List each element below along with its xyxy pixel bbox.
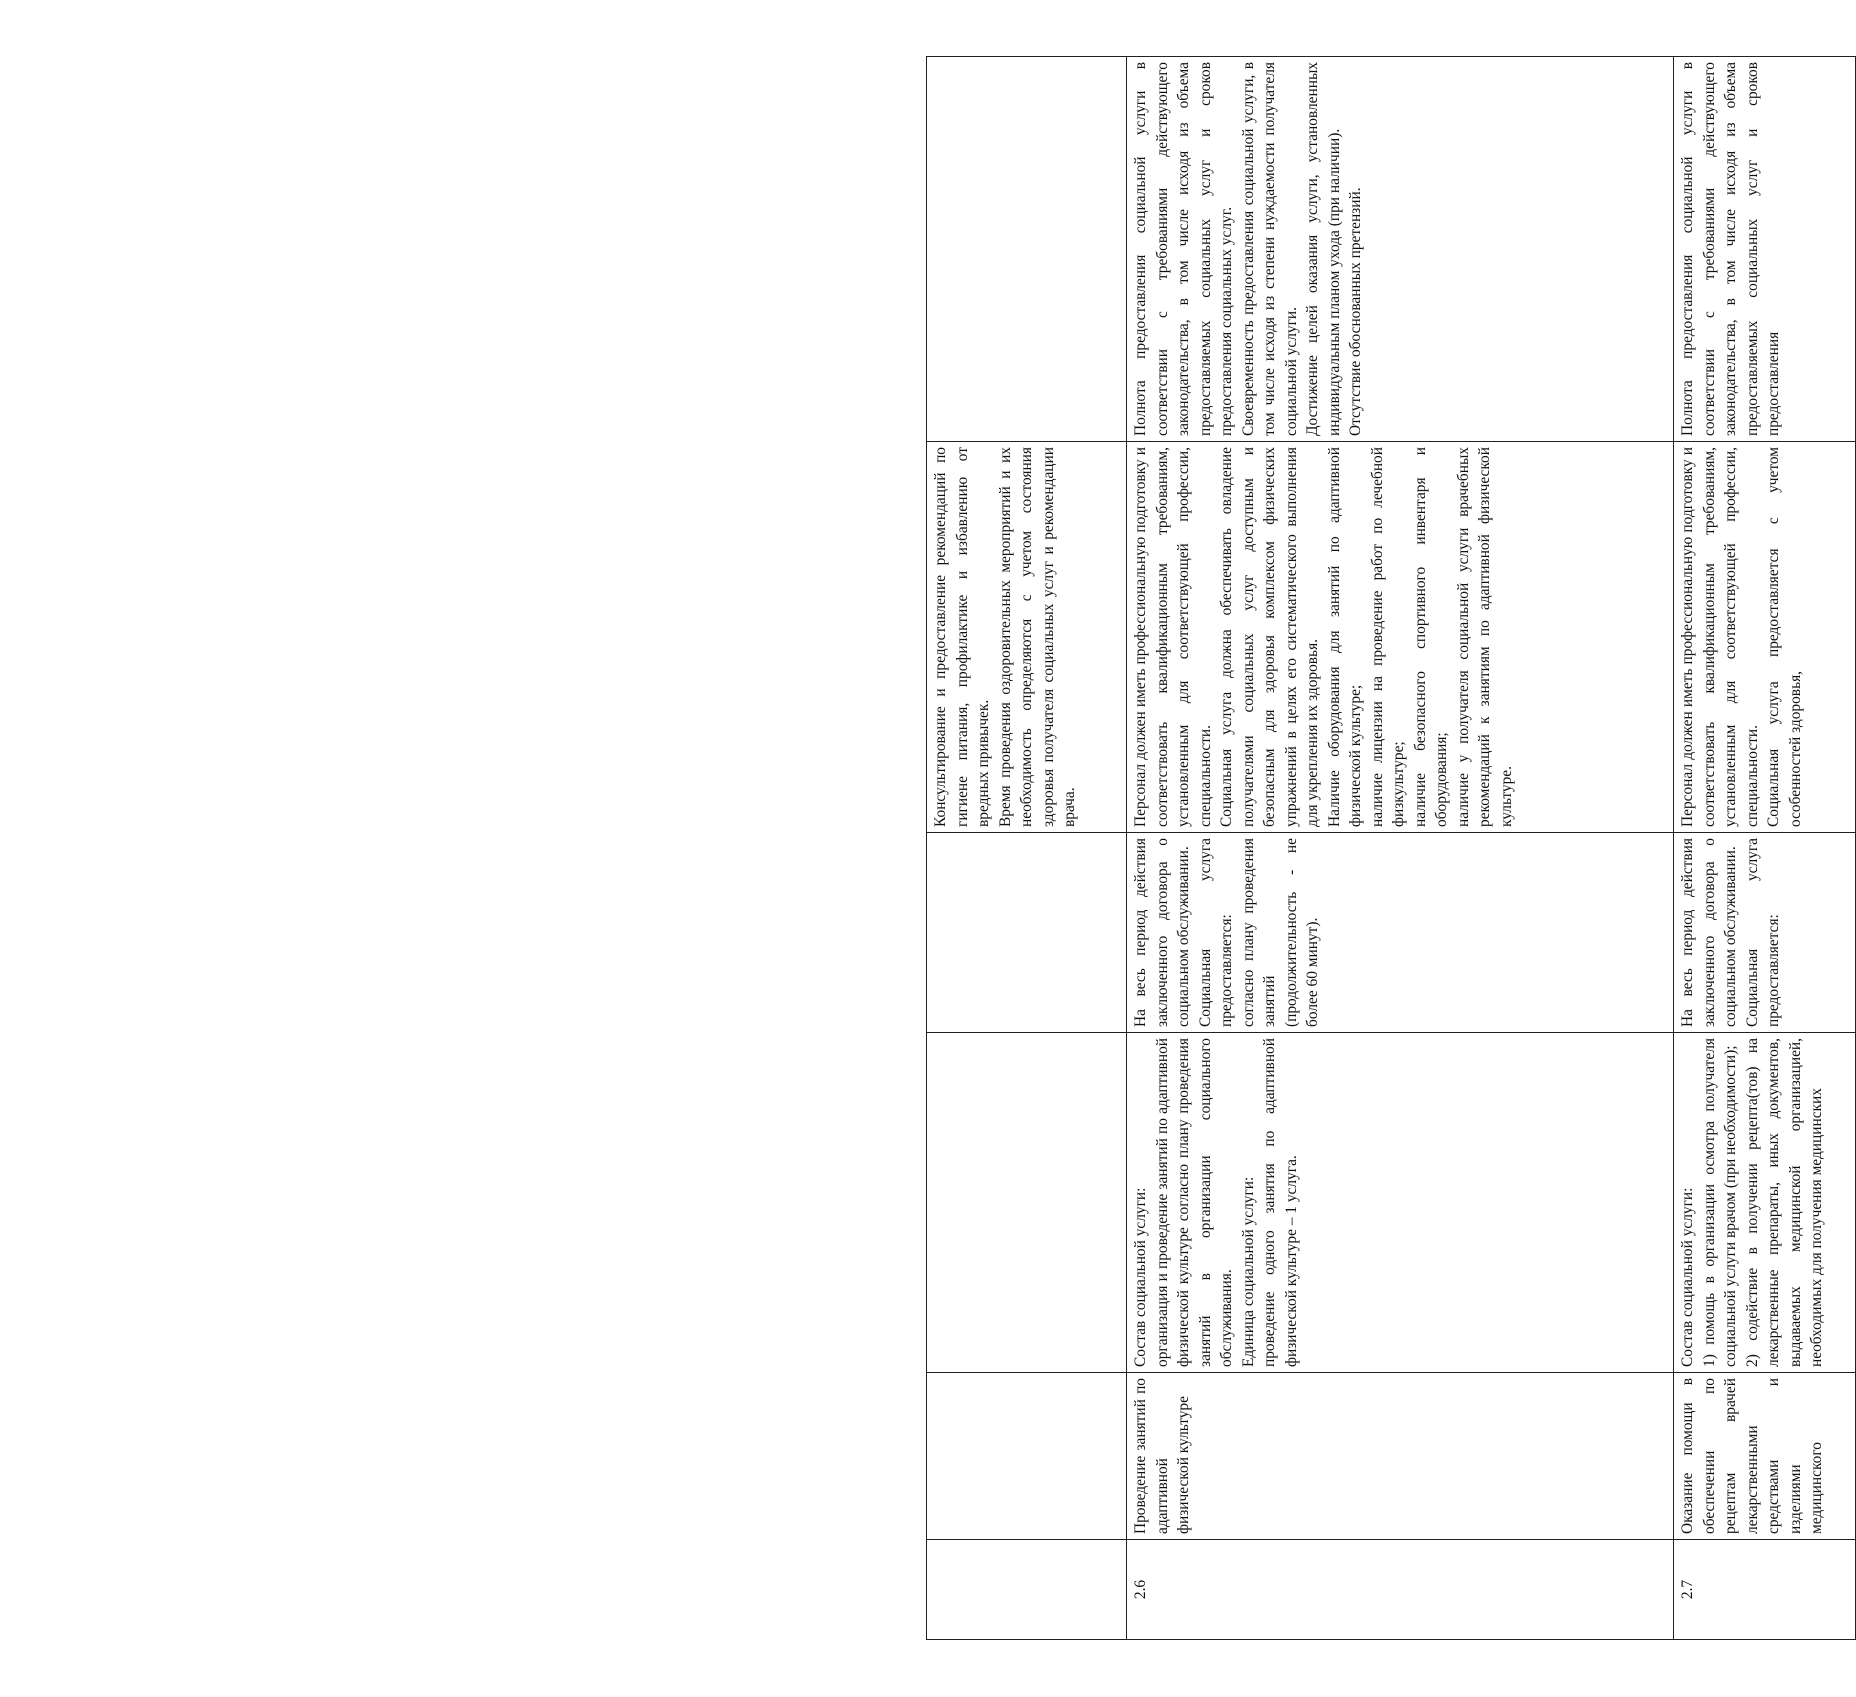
cell-evaluation — [1127, 57, 1674, 442]
cell-paragraph: проведение одного занятия по адаптивной физической культуре – 1 услуга. — [1261, 1038, 1300, 1367]
cell-name: Проведение занятий по адаптивной физической культуре — [1127, 1373, 1674, 1540]
cell-paragraph: Социальная услуга предоставляется: — [1743, 838, 1782, 1027]
cell-term — [1127, 833, 1674, 1033]
cell-paragraph: 1) помощь в организации осмотра получателя социальной услуги врачом (при необходимости); — [1700, 1038, 1739, 1367]
cell-paragraph: Единица социальной услуги: — [1239, 1176, 1257, 1367]
cell-paragraph: На весь период действия заключенного договора о социальном обслуживании. — [1132, 838, 1192, 1027]
cell-paragraph: Социальная услуга предоставляется: — [1196, 838, 1235, 1027]
cell-paragraph: Состав социальной услуги: — [1679, 1187, 1696, 1367]
cell-name — [927, 1373, 1127, 1540]
cell-paragraph: На весь период действия заключенного договора о социальном обслуживании. — [1679, 838, 1739, 1027]
cell-paragraph: Социальная услуга должна обеспечивать овладение получателями социальных услуг доступным и безопасным для здоровья комплексом физических упражнений в целях его систематического выполнения для укрепления их здоровья. — [1218, 447, 1321, 827]
cell-number: 2.6 — [1127, 1540, 1674, 1640]
cell-paragraph: Достижение целей оказания услуги, установленных индивидуальным планом ухода (при наличии). — [1304, 62, 1343, 436]
cell-paragraph: наличие лицензии на проведение работ по лечебной физкультуре; — [1368, 447, 1407, 827]
cell-quality — [1127, 442, 1674, 833]
cell-paragraph: 2) содействие в получении рецепта(тов) на лекарственные препараты, иных документов, выдаваемых медицинской организацией, необходимых для получения медицинских — [1743, 1038, 1825, 1367]
cell-name: Оказание помощи в обеспечении по рецептам врачей лекарственными средствами и изделиями медицинского — [1674, 1373, 1856, 1540]
table-row-2-6 — [1127, 57, 1674, 1640]
cell-number — [927, 1540, 1127, 1640]
cell-quality — [1674, 442, 1856, 833]
cell-composition — [927, 1033, 1127, 1373]
cell-number: 2.7 — [1674, 1540, 1856, 1640]
cell-paragraph: Время проведения оздоровительных мероприятий и их необходимость определяются с учетом состояния здоровья получателя социальных услуг и рекомендации врача. — [996, 447, 1078, 827]
rotated-table-sheet — [926, 57, 1825, 1640]
cell-paragraph: Состав социальной услуги: — [1132, 1187, 1149, 1367]
cell-paragraph: Своевременность предоставления социальной услуги, в том числе исходя из степени нуждаемости получателя социальной услуги. — [1239, 62, 1300, 436]
cell-quality — [927, 442, 1127, 833]
services-table — [926, 56, 1856, 1640]
cell-paragraph: наличие безопасного спортивного инвентаря и оборудования; — [1411, 447, 1450, 827]
cell-paragraph: согласно плану проведения занятий (продолжительность - не более 60 минут). — [1239, 838, 1321, 1027]
cell-paragraph: Персонал должен иметь профессиональную подготовку и соответствовать квалификационным требованиям, установленным для соответствующей профессии, специальности. — [1679, 447, 1761, 827]
cell-evaluation: Полнота предоставления социальной услуги в соответствии с требованиями действующего законодательства, в том числе исходя из объема предоставляемых социальных услуг и сроков предоставления — [1674, 57, 1856, 442]
cell-evaluation — [927, 57, 1127, 442]
cell-paragraph: Консультирование и предоставление рекомендаций по гигиене питания, профилактике и избавлению от вредных привычек. — [932, 447, 992, 827]
cell-composition — [1127, 1033, 1674, 1373]
cell-paragraph: организация и проведение занятий по адаптивной физической культуре согласно плану проведения занятий в организации социального обслуживания. — [1153, 1038, 1235, 1367]
cell-paragraph: наличие у получателя социальной услуги врачебных рекомендаций к занятиям по адаптивной физической культуре. — [1454, 447, 1515, 827]
table-row-2-7 — [1674, 57, 1856, 1640]
cell-term — [1674, 833, 1856, 1033]
cell-paragraph: Полнота предоставления социальной услуги в соответствии с требованиями действующего законодательства, в том числе исходя из объема предоставляемых социальных услуг и сроков предоставления социальных услуг. — [1132, 62, 1235, 436]
cell-paragraph: Наличие оборудования для занятий по адаптивной физической культуре; — [1325, 447, 1364, 827]
cell-paragraph: Отсутствие обоснованных претензий. — [1347, 187, 1364, 436]
cell-paragraph: Социальная услуга предоставляется с учетом особенностей здоровья, — [1765, 447, 1804, 827]
cell-composition — [1674, 1033, 1856, 1373]
cell-term — [927, 833, 1127, 1033]
table-row-continued — [927, 57, 1127, 1640]
cell-paragraph: Персонал должен иметь профессиональную подготовку и соответствовать квалификационным требованиям, установленным для соответствующей профессии, специальности. — [1132, 447, 1214, 827]
